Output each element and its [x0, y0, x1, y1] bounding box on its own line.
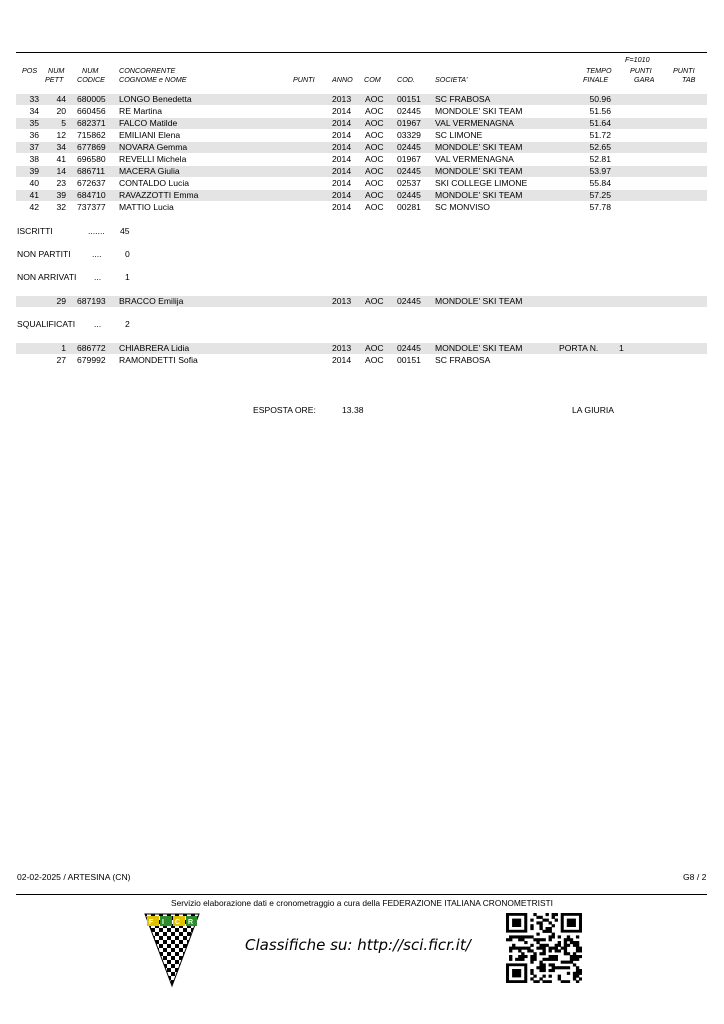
cell-anno: 2014 — [332, 166, 352, 176]
cell-anno: 2014 — [332, 154, 352, 164]
cell-porta-number: 1 — [619, 343, 624, 353]
cell-codice: 660456 — [77, 106, 106, 116]
header-punti: PUNTI — [293, 75, 315, 84]
cell-codice: 687193 — [77, 296, 106, 306]
cell-societa: MONDOLE' SKI TEAM — [435, 142, 523, 152]
cell-cod: 02445 — [397, 166, 421, 176]
cell-com: AOC — [365, 94, 384, 104]
cell-pett: 5 — [61, 118, 66, 128]
header-cognome-nome: COGNOME e NOME — [119, 75, 187, 84]
cell-pos: 39 — [29, 166, 39, 176]
cell-name: MATTIO Lucia — [119, 202, 174, 212]
footer-rule — [16, 894, 707, 895]
cell-societa: MONDOLE' SKI TEAM — [435, 296, 523, 306]
cell-tempo: 57.25 — [589, 190, 611, 200]
cell-tempo: 50.96 — [589, 94, 611, 104]
cell-name: REVELLI Michela — [119, 154, 187, 164]
cell-cod: 00151 — [397, 94, 421, 104]
svg-text:C: C — [175, 919, 181, 926]
esposta-label: ESPOSTA ORE: — [253, 405, 316, 415]
cell-cod: 02537 — [397, 178, 421, 188]
cell-pos: 33 — [29, 94, 39, 104]
non-arrivati-value: 1 — [125, 272, 130, 282]
cell-societa: MONDOLE' SKI TEAM — [435, 106, 523, 116]
cell-com: AOC — [365, 154, 384, 164]
cell-tempo: 51.64 — [589, 118, 611, 128]
cell-tempo: 52.65 — [589, 142, 611, 152]
cell-pett: 12 — [56, 130, 66, 140]
cell-pett: 1 — [61, 343, 66, 353]
cell-cod: 02445 — [397, 296, 421, 306]
cell-pett: 39 — [56, 190, 66, 200]
header-cod: COD. — [397, 75, 415, 84]
cell-anno: 2014 — [332, 118, 352, 128]
cell-societa: MONDOLE' SKI TEAM — [435, 166, 523, 176]
cell-cod: 02445 — [397, 190, 421, 200]
cell-name: BRACCO Emilija — [119, 296, 184, 306]
cell-tempo: 51.72 — [589, 130, 611, 140]
table-row — [16, 106, 707, 117]
cell-anno: 2014 — [332, 178, 352, 188]
cell-com: AOC — [365, 118, 384, 128]
cell-pett: 32 — [56, 202, 66, 212]
cell-tempo: 51.56 — [589, 106, 611, 116]
cell-pett: 29 — [56, 296, 66, 306]
cell-pett: 23 — [56, 178, 66, 188]
header-pos: POS — [22, 66, 38, 75]
cell-societa: VAL VERMENAGNA — [435, 154, 514, 164]
table-row — [16, 142, 707, 153]
cell-pos: 34 — [29, 106, 39, 116]
cell-societa: MONDOLE' SKI TEAM — [435, 343, 523, 353]
table-row — [16, 202, 707, 213]
cell-tempo: 55.84 — [589, 178, 611, 188]
qr-code-icon — [506, 913, 582, 988]
header-punti-tab-top: PUNTI — [673, 66, 695, 75]
cell-name: MACERA Giulia — [119, 166, 180, 176]
cell-pos: 40 — [29, 178, 39, 188]
non-arrivati-label: NON ARRIVATI — [17, 272, 77, 282]
giuria-label: LA GIURIA — [572, 405, 615, 415]
cell-com: AOC — [365, 130, 384, 140]
cell-pett: 44 — [56, 94, 66, 104]
cell-pett: 41 — [56, 154, 66, 164]
cell-societa: SKI COLLEGE LIMONE — [435, 178, 528, 188]
footer-date-place: 02-02-2025 / ARTESINA (CN) — [17, 872, 131, 882]
cell-codice: 737377 — [77, 202, 106, 212]
cell-codice: 680005 — [77, 94, 106, 104]
cell-anno: 2014 — [332, 355, 352, 365]
header-concorrente: CONCORRENTE — [119, 66, 176, 75]
cell-pos: 42 — [29, 202, 39, 212]
cell-societa: VAL VERMENAGNA — [435, 118, 514, 128]
cell-societa: MONDOLE' SKI TEAM — [435, 190, 523, 200]
header-societa: SOCIETA' — [435, 75, 468, 84]
cell-societa: SC FRABOSA — [435, 94, 491, 104]
cell-cod: 03329 — [397, 130, 421, 140]
footer-page-number: G8 / 2 — [683, 872, 707, 882]
header-tempo: TEMPO — [586, 66, 612, 75]
cell-cod: 01967 — [397, 154, 421, 164]
squalificati-dots: ... — [94, 319, 102, 329]
cell-anno: 2014 — [332, 106, 352, 116]
cell-cod: 00281 — [397, 202, 421, 212]
cell-com: AOC — [365, 202, 384, 212]
table-row — [16, 118, 707, 129]
iscritti-label: ISCRITTI — [17, 226, 53, 236]
cell-name: EMILIANI Elena — [119, 130, 181, 140]
table-row — [16, 154, 707, 165]
table-row — [16, 190, 707, 201]
cell-cod: 01967 — [397, 118, 421, 128]
cell-societa: SC LIMONE — [435, 130, 483, 140]
cell-tempo: 53.97 — [589, 166, 611, 176]
cell-porta-label: PORTA N. — [559, 343, 599, 353]
svg-text:F: F — [149, 919, 154, 926]
table-row — [16, 166, 707, 177]
table-row — [16, 130, 707, 141]
cell-name: RE Martina — [119, 106, 162, 116]
svg-text:I: I — [162, 919, 164, 926]
cell-name: LONGO Benedetta — [119, 94, 192, 104]
header-num-pett-bottom: PETT — [45, 75, 64, 84]
cell-societa: SC MONVISO — [435, 202, 490, 212]
cell-pos: 37 — [29, 142, 39, 152]
classifiche-link[interactable]: Classifiche su: http://sci.ficr.it/ — [245, 936, 471, 954]
cell-codice: 696580 — [77, 154, 106, 164]
cell-tempo: 52.81 — [589, 154, 611, 164]
cell-codice: 677869 — [77, 142, 106, 152]
cell-pett: 14 — [56, 166, 66, 176]
table-row — [16, 355, 707, 366]
header-num-codice-bottom: CODICE — [77, 75, 105, 84]
squalificati-value: 2 — [125, 319, 130, 329]
non-partiti-label: NON PARTITI — [17, 249, 71, 259]
cell-name: RAMONDETTI Sofia — [119, 355, 198, 365]
cell-anno: 2014 — [332, 142, 352, 152]
cell-codice: 672637 — [77, 178, 106, 188]
cell-codice: 684710 — [77, 190, 106, 200]
cell-anno: 2013 — [332, 94, 352, 104]
cell-anno: 2014 — [332, 190, 352, 200]
cell-societa: SC FRABOSA — [435, 355, 491, 365]
header-factor: F=1010 — [625, 55, 650, 64]
cell-codice: 679992 — [77, 355, 106, 365]
header-punti-tab-bottom: TAB — [682, 75, 696, 84]
cell-codice: 715862 — [77, 130, 106, 140]
header-finale: FINALE — [583, 75, 609, 84]
cell-pos: 38 — [29, 154, 39, 164]
cell-com: AOC — [365, 166, 384, 176]
cell-anno: 2014 — [332, 202, 352, 212]
cell-name: CONTALDO Lucia — [119, 178, 190, 188]
cell-tempo: 57.78 — [589, 202, 611, 212]
ficr-logo-icon — [143, 912, 201, 988]
cell-anno: 2013 — [332, 343, 352, 353]
header-com: COM — [364, 75, 381, 84]
header-num-codice-top: NUM — [82, 66, 99, 75]
cell-com: AOC — [365, 296, 384, 306]
cell-codice: 686772 — [77, 343, 106, 353]
footer-service-text: Servizio elaborazione dati e cronometraggio a cura della FEDERAZIONE ITALIANA CRONOMETRISTI — [171, 898, 553, 908]
cell-name: CHIABRERA Lidia — [119, 343, 190, 353]
cell-com: AOC — [365, 190, 384, 200]
cell-name: NOVARA Gemma — [119, 142, 188, 152]
non-partiti-value: 0 — [125, 249, 130, 259]
cell-com: AOC — [365, 178, 384, 188]
header-num-pett-top: NUM — [48, 66, 65, 75]
cell-com: AOC — [365, 343, 384, 353]
cell-name: RAVAZZOTTI Emma — [119, 190, 199, 200]
non-arrivati-dots: ... — [94, 272, 102, 282]
cell-cod: 00151 — [397, 355, 421, 365]
iscritti-value: 45 — [120, 226, 130, 236]
table-row — [16, 178, 707, 189]
table-row — [16, 343, 707, 354]
table-row — [16, 94, 707, 105]
cell-com: AOC — [365, 106, 384, 116]
header-punti-gara-top: PUNTI — [630, 66, 652, 75]
svg-text:R: R — [188, 919, 194, 926]
header-top-rule — [16, 52, 707, 53]
iscritti-dots: ....... — [88, 226, 105, 236]
esposta-value: 13.38 — [342, 405, 364, 415]
cell-pos: 36 — [29, 130, 39, 140]
table-row — [16, 296, 707, 307]
cell-pos: 35 — [29, 118, 39, 128]
cell-pett: 20 — [56, 106, 66, 116]
cell-anno: 2013 — [332, 296, 352, 306]
cell-pett: 34 — [56, 142, 66, 152]
non-partiti-dots: .... — [92, 249, 102, 259]
cell-cod: 02445 — [397, 343, 421, 353]
header-punti-gara-bottom: GARA — [634, 75, 655, 84]
cell-pett: 27 — [56, 355, 66, 365]
cell-anno: 2014 — [332, 130, 352, 140]
cell-codice: 682371 — [77, 118, 106, 128]
cell-pos: 41 — [29, 190, 39, 200]
cell-com: AOC — [365, 355, 384, 365]
squalificati-label: SQUALIFICATI — [17, 319, 76, 329]
header-anno: ANNO — [332, 75, 353, 84]
cell-com: AOC — [365, 142, 384, 152]
cell-codice: 686711 — [77, 166, 106, 176]
cell-cod: 02445 — [397, 142, 421, 152]
cell-cod: 02445 — [397, 106, 421, 116]
cell-name: FALCO Matilde — [119, 118, 178, 128]
